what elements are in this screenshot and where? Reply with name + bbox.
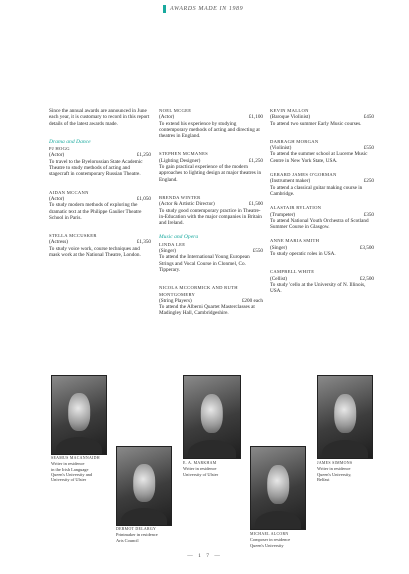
award-entry xyxy=(159,151,263,182)
award-name: BRENDA WINTER xyxy=(159,194,201,200)
award-entry xyxy=(159,195,263,226)
caption-line: Composer in residence xyxy=(250,537,291,543)
caption-name: SEAMUS MACANNAIDH xyxy=(51,456,100,460)
caption-line: Writer in residence xyxy=(317,466,351,472)
award-name: NICOLA MCCORMICK AND RUTH MONTGOMERY xyxy=(159,285,238,297)
page-number: — 1 7 — xyxy=(187,553,222,559)
award-role: (Instrument maker) xyxy=(270,178,311,185)
award-entry xyxy=(49,233,151,258)
award-description: To attend a classical guitar making course in Cambridge. xyxy=(270,184,363,197)
award-amount: £2,500 xyxy=(359,275,374,282)
award-entry xyxy=(49,146,151,177)
award-description: To attend the summer school at Lucerne Music Centre in New York State, USA. xyxy=(270,151,368,164)
award-amount: £200 each xyxy=(241,297,263,304)
award-role: (Actress) xyxy=(49,239,69,246)
award-role: (Actor) xyxy=(159,114,175,121)
caption-line: Printmaker in residence xyxy=(116,532,158,538)
caption-name: E. A. MARKHAM xyxy=(183,461,217,465)
portrait-photo xyxy=(250,446,306,530)
award-name: ANNE MARIA SMITH xyxy=(270,238,320,244)
award-name: CAMPBELL WHITE xyxy=(270,269,315,275)
award-role: (Actor) xyxy=(49,195,65,202)
portrait-shoulders-shape xyxy=(188,440,235,459)
portrait-head-shape xyxy=(133,464,155,501)
caption-line: Arts Council xyxy=(116,537,139,543)
award-amount: £350 xyxy=(363,211,374,218)
award-role: (Baroque Violinist) xyxy=(270,114,311,121)
portrait-photo xyxy=(317,375,373,459)
award-name: LINDA LEE xyxy=(159,241,186,247)
running-header xyxy=(163,5,243,13)
award-amount: £1,500 xyxy=(248,201,263,208)
section-heading-music: Music and Opera xyxy=(159,234,199,241)
caption-line: Queen's University, xyxy=(317,471,352,477)
award-entry xyxy=(270,205,374,230)
award-name: PJ HOGG xyxy=(49,146,70,152)
award-entry xyxy=(159,108,263,139)
award-role: (Trumpeter) xyxy=(270,211,296,218)
award-entry xyxy=(270,108,374,127)
award-name: AIDAN MCCANN xyxy=(49,189,89,195)
award-description: To travel to the Byelorussian State Academic Theatre to study methods of acting and stagecraft in contemporary Russian Theatre. xyxy=(49,158,143,178)
award-name: DARRAGH MORGAN xyxy=(270,138,319,144)
caption-line: University of Ulster xyxy=(183,471,219,477)
award-amount: £550 xyxy=(252,248,263,255)
award-description: To attend the International Young European Strings and Vocal Course in Clonmel, Co. Tipperary. xyxy=(159,254,250,273)
award-amount: £1,100 xyxy=(248,114,263,121)
award-role: (Actor) xyxy=(49,152,65,159)
caption-name: JAMES SIMMONS xyxy=(317,461,353,465)
award-role: (Lighting Designer) xyxy=(159,157,201,164)
portrait-head-shape xyxy=(334,394,356,433)
caption-line: Writer in residence xyxy=(183,466,217,472)
award-amount: £1,050 xyxy=(136,195,151,202)
caption-name: MICHAEL ALCORN xyxy=(250,532,289,536)
photo-caption xyxy=(116,527,186,543)
portrait-head-shape xyxy=(267,465,289,504)
award-description: To gain practical experience of the modern approaches to lighting design at major theatres in England. xyxy=(159,164,262,183)
photo-caption xyxy=(250,532,320,548)
award-role: (Violinist) xyxy=(270,145,292,152)
award-entry xyxy=(270,139,374,164)
award-description: To study modern methods of exploring the dramatic text at the Philippe Gaulier Theatre School in Paris. xyxy=(49,202,142,221)
caption-line: Queen's University xyxy=(250,542,284,548)
column-2 xyxy=(159,108,263,325)
award-role: (String Players) xyxy=(159,297,192,304)
intro-paragraph: Since the annual awards are announced in June each year, it is customary to record in this report details of the latest awards made. xyxy=(49,108,150,127)
column-3 xyxy=(270,108,374,303)
award-entry xyxy=(270,269,374,294)
award-name: NOEL MCGEE xyxy=(159,108,192,113)
caption-line: Belfast xyxy=(317,476,330,482)
header-accent-bar xyxy=(163,5,166,13)
portrait-shoulders-shape xyxy=(121,508,166,526)
award-role: (Singer) xyxy=(159,248,176,255)
photo-caption xyxy=(183,461,253,477)
award-description: To extend his experience by studying contemporary methods of acting and directing at theatres in England. xyxy=(159,120,260,140)
portrait-shoulders-shape xyxy=(255,511,300,530)
award-description: To study operatic roles in USA. xyxy=(270,251,336,258)
award-description: To attend two summer Early Music courses. xyxy=(270,120,362,127)
award-role: (Actor & Artistic Director) xyxy=(159,201,215,208)
award-name: ALASTAIR RYLATION xyxy=(270,205,322,211)
portrait-head-shape xyxy=(68,393,90,430)
award-description: To study voice work, course techniques and mask work at the National Theatre, London. xyxy=(49,245,141,259)
portrait-photo xyxy=(51,375,107,455)
portrait-photo xyxy=(183,375,241,459)
award-entry xyxy=(270,172,374,197)
award-description: To attend National Youth Orchestra of Scotland Summer Course in Glasgow. xyxy=(270,217,369,231)
award-amount: £1,250 xyxy=(248,157,263,164)
award-entry xyxy=(49,190,151,221)
portrait-shoulders-shape xyxy=(322,440,367,459)
award-amount: £1,250 xyxy=(136,152,151,159)
caption-line: Writer in residence xyxy=(51,461,85,467)
portrait-shoulders-shape xyxy=(56,437,101,455)
caption-line: University of Ulster xyxy=(51,477,87,483)
award-entry xyxy=(270,238,374,257)
award-name: STELLA MCCUSKER xyxy=(49,233,97,239)
section-heading-drama: Drama and Dance xyxy=(49,138,91,145)
photo-caption xyxy=(317,461,387,482)
award-amount: £550 xyxy=(363,145,374,152)
award-role: (Cellist) xyxy=(270,275,288,282)
caption-line: in the Irish Language xyxy=(51,466,89,472)
award-amount: £3,500 xyxy=(359,244,374,251)
award-name: STEPHEN MCMANES xyxy=(159,151,209,157)
caption-name: DERMOT DELARGY xyxy=(116,527,157,531)
award-name: KEVIN MALLON xyxy=(270,108,309,113)
award-amount: £1,350 xyxy=(136,239,151,246)
award-description: To study 'cello at the University of N. Illinois, USA. xyxy=(270,281,366,295)
award-entry xyxy=(159,242,263,273)
award-description: To attend the Alberni Quartet Masterclasses at Madingley Hall, Cambridgeshire. xyxy=(159,304,255,317)
portrait-head-shape xyxy=(201,394,223,433)
award-entry xyxy=(159,285,263,316)
award-description: To study good contemporary practice in Theatre-in-Education with the major companies in Britain and Ireland. xyxy=(159,207,262,227)
photo-caption xyxy=(51,456,121,482)
column-1 xyxy=(49,108,151,266)
award-amount: £250 xyxy=(363,178,374,185)
award-role: (Singer) xyxy=(270,244,287,251)
header-title: AWARDS MADE IN 1989 xyxy=(170,6,244,12)
caption-line: Queen's University and xyxy=(51,471,93,477)
award-amount: £450 xyxy=(363,114,374,121)
award-name: GERARD JAMES O'GORMAN xyxy=(270,172,337,178)
portrait-photo xyxy=(116,446,172,526)
